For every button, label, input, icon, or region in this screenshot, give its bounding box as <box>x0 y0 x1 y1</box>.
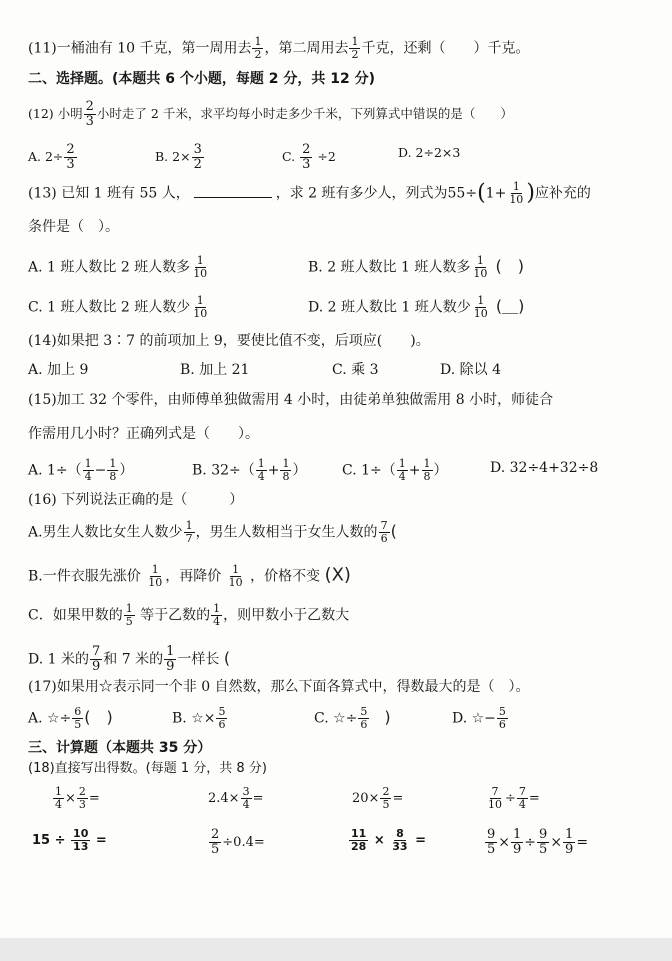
question-text: ，第二周用去 <box>264 40 349 57</box>
fraction: $\frac{2}{3}$ <box>66 142 75 172</box>
question-16: (16) 下列说法正确的是（ ） <box>28 492 244 508</box>
fraction: $\frac{1}{4}$ <box>257 457 265 483</box>
question-15-line2: 作需用几小时？正确列式是（ ）。 <box>28 426 259 442</box>
fraction: $\frac{7}{4}$ <box>518 785 526 811</box>
question-13-line2: 条件是（ ）。 <box>28 219 119 235</box>
fraction: $\frac{9}{5}$ <box>487 827 496 857</box>
question-text: (12) 小明 <box>28 106 83 121</box>
answer-blank <box>194 183 272 198</box>
fraction: $\frac{5}{6}$ <box>360 705 368 731</box>
fraction: $\frac{8}{33}$ <box>392 827 408 853</box>
calc-item: 2.4× $\frac{3}{4}$ = <box>208 785 264 811</box>
fraction: $\frac{2}{5}$ <box>211 827 220 857</box>
option-c: C. 1÷（ $\frac{1}{4}$ + $\frac{1}{8}$ ） <box>342 457 448 483</box>
handwritten-mark: ) <box>384 707 391 727</box>
fraction: $\frac{2}{3}$ <box>302 142 311 172</box>
option-c: C. $\frac{2}{3}$ ÷2 <box>282 142 336 172</box>
question-text: 一桶油有 10 千克，第一周用去 <box>56 40 252 57</box>
fraction: $\frac{7}{10}$ <box>488 785 502 811</box>
fraction: $\frac{6}{5}$ <box>74 705 82 731</box>
calc-item: $\frac{1}{4}$ × $\frac{2}{3}$ = <box>55 785 100 811</box>
fraction: $\frac{1}{2}$ <box>351 35 359 61</box>
fraction: $\frac{1}{9}$ <box>166 644 175 674</box>
section-title: 三、计算题（本题共 35 分） <box>28 740 212 756</box>
calc-item: 20× $\frac{2}{5}$ = <box>352 785 404 811</box>
fraction: $\frac{1}{4}$ <box>84 457 92 483</box>
handwritten-mark: ( <box>390 521 397 541</box>
handwritten-cross-mark: (X) <box>324 564 351 586</box>
fraction: $\frac{1}{10}$ <box>193 254 208 280</box>
fraction: $\frac{2}{3}$ <box>85 99 94 129</box>
handwritten-mark: ( ) <box>490 256 524 276</box>
option-a: A.男生人数比女生人数少 $\frac{1}{7}$ ，男生人数相当于女生人数的 $\frac{7}{6}$ ( <box>28 519 397 545</box>
option-c: C. ☆÷ $\frac{5}{6}$ ) <box>314 705 391 731</box>
fraction: $\frac{5}{6}$ <box>218 705 226 731</box>
option-b: B.一件衣服先涨价 $\frac{1}{10}$ ，再降价 $\frac{1}{10}$ ，价格不变 (X) <box>28 563 351 589</box>
handwritten-mark: ( <box>223 648 231 668</box>
option-b: B. 2× $\frac{3}{2}$ <box>155 142 202 172</box>
fraction: $\frac{9}{5}$ <box>539 827 548 857</box>
option-a: A. 1 班人数比 2 班人数多 $\frac{1}{10}$ <box>28 254 208 280</box>
option-d: D. ☆− $\frac{5}{6}$ <box>452 705 506 731</box>
fraction: $\frac{1}{4}$ <box>55 785 62 811</box>
fraction: $\frac{3}{2}$ <box>193 142 202 172</box>
question-number: (11) <box>28 40 57 57</box>
fraction: $\frac{1}{8}$ <box>282 457 290 483</box>
option-a: A. ☆÷ $\frac{6}{5}$ ( ) <box>28 705 113 731</box>
fraction: $\frac{1}{10}$ <box>228 563 243 589</box>
fraction: $\frac{10}{13}$ <box>73 827 89 853</box>
question-13: (13) 已知 1 班有 55 人， ，求 2 班有多少人，列式为55÷(1+ $\frac{1}{10}$ )应补充的 <box>28 180 591 206</box>
fraction: $\frac{1}{8}$ <box>423 457 431 483</box>
question-17: (17)如果用☆表示同一个非 0 自然数，那么下面各算式中，得数最大的是（ ）。 <box>28 679 530 695</box>
option-d: D. 1 米的 $\frac{7}{9}$ 和 7 米的 $\frac{1}{9}$ 一样长 ( <box>28 644 231 674</box>
calc-item: $\frac{2}{5}$ ÷0.4= <box>211 827 265 857</box>
option-c: C. 1 班人数比 2 班人数少 $\frac{1}{10}$ <box>28 294 208 320</box>
option-d: D. 2 班人数比 1 班人数少 $\frac{1}{10}$ (＿) <box>308 294 525 320</box>
calc-item: $\frac{7}{10}$ ÷ $\frac{7}{4}$ = <box>488 785 540 811</box>
section-title: 二、选择题。(本题共 6 个小题，每题 2 分，共 12 分) <box>28 71 376 87</box>
option-b: B. 32÷（ $\frac{1}{4}$ + $\frac{1}{8}$ ） <box>192 457 307 483</box>
fraction: $\frac{1}{10}$ <box>509 180 524 206</box>
question-12 <box>28 100 513 129</box>
option-c: C．如果甲数的 $\frac{1}{5}$ 等于乙数的 $\frac{1}{4}$ ，则甲数小于乙数大 <box>28 602 350 628</box>
fraction: $\frac{1}{9}$ <box>565 827 574 857</box>
option-d: D. 32÷4+32÷8 <box>490 460 599 476</box>
fraction: $\frac{7}{6}$ <box>380 519 388 545</box>
question-18: (18)直接写出得数。(每题 1 分，共 8 分) <box>28 761 267 776</box>
fraction: $\frac{7}{9}$ <box>91 644 101 674</box>
fraction: $\frac{1}{8}$ <box>109 457 117 483</box>
fraction: $\frac{1}{10}$ <box>148 563 163 589</box>
fraction: $\frac{1}{10}$ <box>193 294 208 320</box>
handwritten-mark: (＿) <box>490 296 525 316</box>
fraction: $\frac{11}{28}$ <box>351 827 367 853</box>
fraction: $\frac{2}{5}$ <box>382 785 390 811</box>
option-c: C. 乘 3 <box>332 362 379 378</box>
question-14: (14)如果把 3∶7 的前项加上 9，要使比值不变，后项应( )。 <box>28 333 430 349</box>
option-b: B. ☆× $\frac{5}{6}$ <box>172 705 226 731</box>
calc-item: $\frac{9}{5}$ × $\frac{1}{9}$ ÷ $\frac{9}{5}$ × $\frac{1}{9}$ = <box>487 827 589 857</box>
question-text: 千克，还剩（ ）千克。 <box>361 40 530 57</box>
question-11 <box>28 36 529 61</box>
question-text: 小时走了 2 千米，求平均每小时走多少千米，下列算式中错误的是（ ） <box>96 106 513 121</box>
option-a: A. 2÷ $\frac{2}{3}$ <box>28 142 75 172</box>
option-a: A. 1÷（ $\frac{1}{4}$ − $\frac{1}{8}$ ） <box>28 457 134 483</box>
fraction: $\frac{5}{6}$ <box>498 705 506 731</box>
option-b: B. 加上 21 <box>180 362 250 378</box>
fraction: $\frac{2}{3}$ <box>78 785 86 811</box>
fraction: $\frac{1}{4}$ <box>213 602 221 628</box>
fraction: $\frac{1}{10}$ <box>473 254 488 280</box>
question-15: (15)加工 32 个零件，由师傅单独做需用 4 小时，由徒弟单独做需用 8 小时，师徒合 <box>28 392 554 408</box>
fraction: $\frac{3}{4}$ <box>242 785 250 811</box>
handwritten-mark: ( ) <box>84 707 113 727</box>
fraction: $\frac{1}{5}$ <box>125 602 133 628</box>
calc-item: $\frac{11}{28}$ × $\frac{8}{33}$ = <box>351 827 427 853</box>
option-d: D. 除以 4 <box>440 362 501 378</box>
option-a: A. 加上 9 <box>28 362 89 378</box>
fraction: $\frac{1}{10}$ <box>473 294 488 320</box>
option-b: B. 2 班人数比 1 班人数多 $\frac{1}{10}$ ( ) <box>308 254 524 280</box>
viewer-bottom-bar <box>0 938 672 961</box>
option-d: D. 2÷2×3 <box>398 145 461 160</box>
calc-item: 15 ÷ $\frac{10}{13}$ = <box>32 827 107 853</box>
fraction: $\frac{1}{7}$ <box>185 519 193 545</box>
fraction: $\frac{1}{4}$ <box>398 457 406 483</box>
fraction: $\frac{1}{2}$ <box>254 35 262 61</box>
fraction: $\frac{1}{9}$ <box>513 827 522 857</box>
